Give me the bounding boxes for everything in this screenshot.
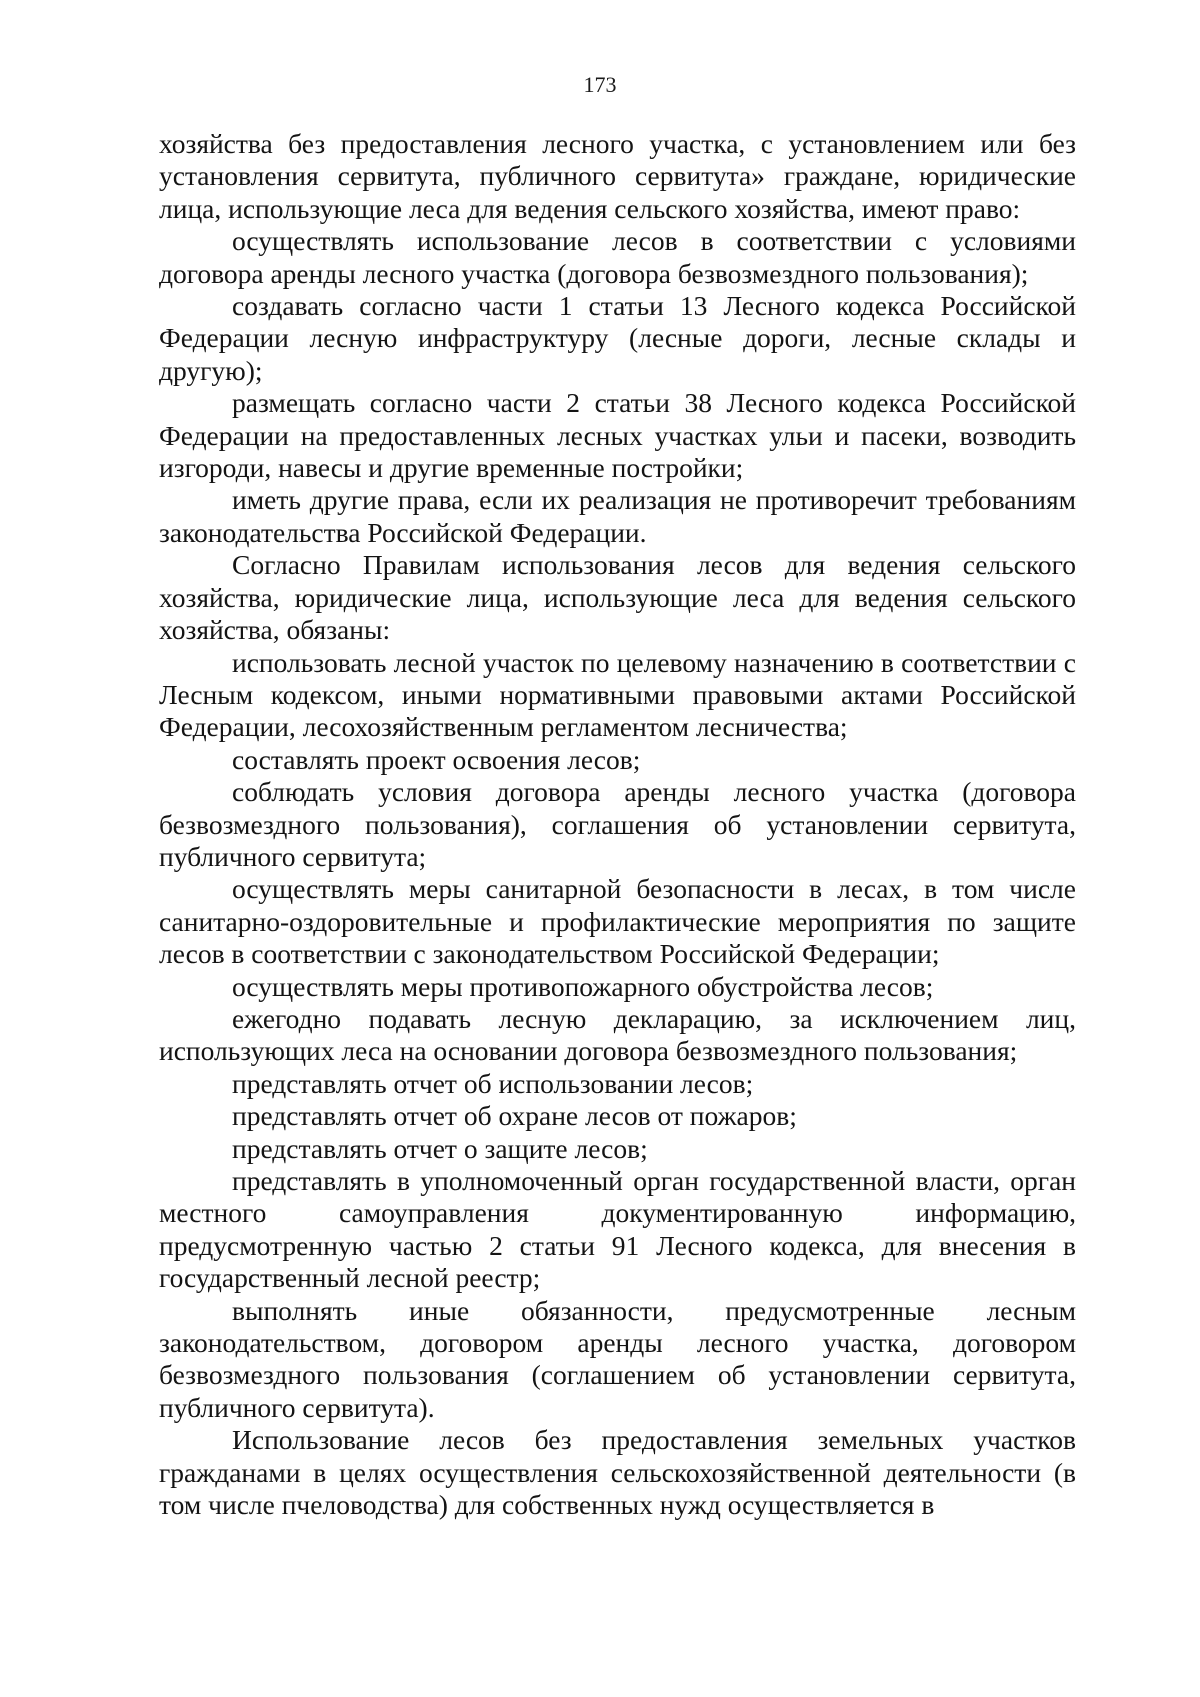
paragraph-duty-target-use: использовать лесной участок по целевому назначению в соответствии с Лесным кодексом, иными нормативными правовыми актами Российской Федерации, лесохозяйственным регламентом лесничества; — [159, 646, 1076, 743]
paragraph-continuation: хозяйства без предоставления лесного участка, с установлением или без установления сервитута, публичного сервитута» граждане, юридические лица, использующие леса для ведения сельского хозяйства, имеют право: — [159, 128, 1076, 224]
paragraph-duty-other: выполнять иные обязанности, предусмотренные лесным законодательством, договором аренды лесного участка, договором безвозмездного пользования (соглашением об установлении сервитута, публичного сервитута). — [159, 1294, 1076, 1423]
paragraph-duty-fire: осуществлять меры противопожарного обустройства лесов; — [232, 970, 934, 1002]
paragraph-duty-report-use: представлять отчет об использовании лесов; — [232, 1067, 754, 1099]
paragraph-right-other: иметь другие права, если их реализация не противоречит требованиям законодательства Российской Федерации. — [159, 484, 1076, 548]
paragraph-duty-report-protection: представлять отчет о защите лесов; — [232, 1132, 648, 1164]
paragraph-duty-contract-terms: соблюдать условия договора аренды лесного участка (договора безвозмездного пользования), соглашения об установлении сервитута, публичного сервитута; — [159, 776, 1076, 872]
paragraph-citizens-use: Использование лесов без предоставления земельных участков гражданами в целях осуществления сельскохозяйственной деятельности (в том числе пчеловодства) для собственных нужд осуществляется в — [159, 1424, 1076, 1521]
paragraph-duty-sanitary: осуществлять меры санитарной безопасности в лесах, в том числе санитарно-оздоровительные и профилактические мероприятия по защите лесов в соответствии с законодательством Российской Федерации; — [159, 873, 1076, 970]
paragraph-duty-project: составлять проект освоения лесов; — [232, 743, 641, 775]
paragraph-duty-report-fire: представлять отчет об охране лесов от пожаров; — [232, 1100, 797, 1132]
paragraph-obligations-intro: Согласно Правилам использования лесов для ведения сельского хозяйства, юридические лица, использующие леса для ведения сельского хозяйства, обязаны: — [159, 549, 1076, 646]
paragraph-right-use-forests: осуществлять использование лесов в соответствии с условиями договора аренды лесного участка (договора безвозмездного пользования); — [159, 225, 1076, 289]
paragraph-duty-declaration: ежегодно подавать лесную декларацию, за исключением лиц, использующих леса на основании договора безвозмездного пользования; — [159, 1002, 1076, 1067]
paragraph-right-hives: размещать согласно части 2 статьи 38 Лесного кодекса Российской Федерации на предоставленных лесных участках ульи и пасеки, возводить изгороди, навесы и другие временные постройки; — [159, 387, 1076, 484]
paragraph-right-infrastructure: создавать согласно части 1 статьи 13 Лесного кодекса Российской Федерации лесную инфраструктуру (лесные дороги, лесные склады и другую); — [159, 290, 1076, 386]
page-number: 173 — [583, 72, 617, 97]
document-body — [159, 128, 1076, 1521]
paragraph-duty-registry: представлять в уполномоченный орган государственной власти, орган местного самоуправления документированную информацию, предусмотренную частью 2 статьи 91 Лесного кодекса, для внесения в государственный лесной реестр; — [159, 1165, 1076, 1294]
